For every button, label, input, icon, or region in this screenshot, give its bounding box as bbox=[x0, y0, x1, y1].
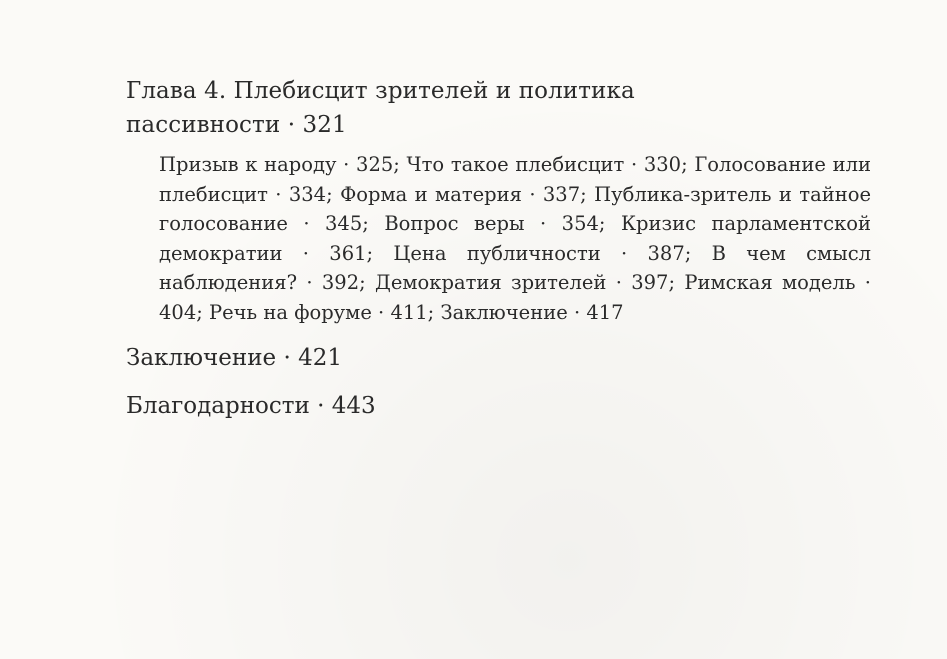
chapter-title-line-1: Глава 4. Плебисцит зрителей и политика bbox=[126, 78, 635, 104]
section-entry: Кризис парламентской демократии · 361; bbox=[159, 212, 872, 265]
section-entry: В чем смысл наблюдения? · 392; bbox=[159, 241, 872, 294]
section-entry: Форма и материя · 337; bbox=[340, 182, 587, 206]
chapter-title-line-2: пассивности · 321 bbox=[126, 112, 347, 138]
section-entry: Призыв к народу · 325; bbox=[159, 153, 400, 176]
chapter-4-title bbox=[126, 74, 886, 142]
toc-entry-acknowledgements: Благодарности · 443 bbox=[126, 393, 376, 419]
section-entry: Римская модель · 404; bbox=[159, 271, 871, 324]
section-entry: Что такое плебисцит · 330; bbox=[406, 153, 688, 176]
section-entry: Заключение · 417 bbox=[440, 300, 624, 324]
section-entry: Речь на форуме · 411; bbox=[209, 300, 435, 324]
table-of-contents bbox=[126, 74, 886, 423]
section-entry: Цена публичности · 387; bbox=[393, 241, 692, 265]
section-entry: Голосование или плебисцит · 334; bbox=[159, 153, 871, 206]
toc-entry-conclusion: Заключение · 421 bbox=[126, 345, 342, 371]
section-entry: Публика-зритель и тайное голосование · 345; bbox=[159, 182, 871, 235]
section-entry: Вопрос веры · 354; bbox=[384, 212, 606, 235]
chapter-4-sections bbox=[159, 150, 871, 327]
section-entry: Демократия зрителей · 397; bbox=[375, 271, 676, 294]
